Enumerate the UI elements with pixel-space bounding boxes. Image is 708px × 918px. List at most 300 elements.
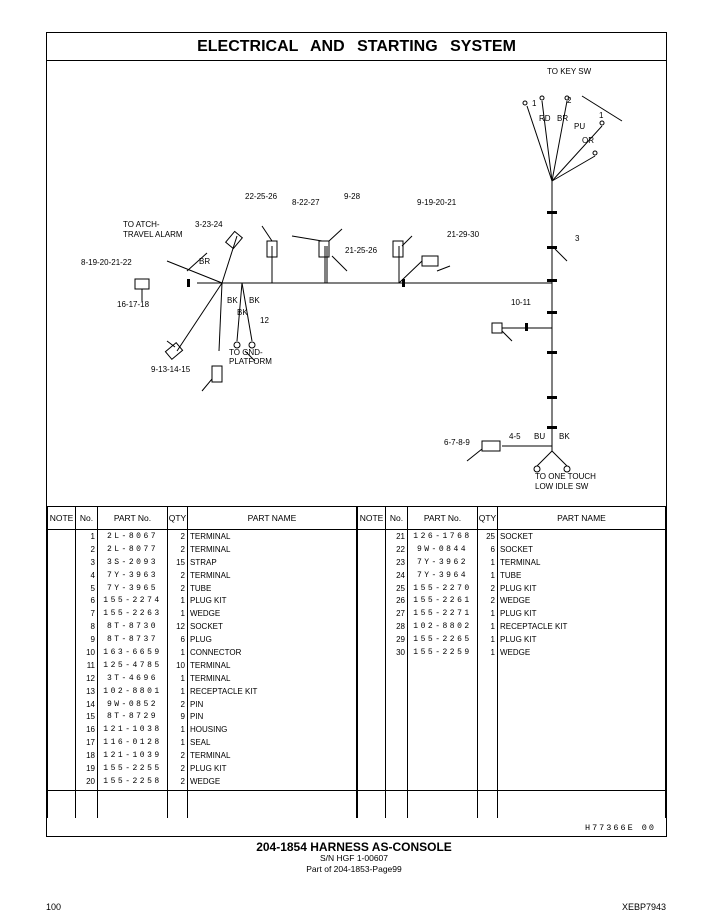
quantity [478,762,498,775]
part-number: 9W-0852 [98,698,168,711]
publication-code: XEBP7943 [621,902,666,912]
item-number [386,762,408,775]
part-name: CONNECTOR [188,646,357,659]
part-number: 155-2274 [98,594,168,607]
quantity [478,736,498,749]
part-name [498,672,666,685]
part-number: 155-2271 [408,607,478,620]
part-name: PIN [188,710,357,723]
label-22-25-26: 22-25-26 [245,192,278,201]
note-cell [358,736,386,749]
label-12: 12 [260,316,269,325]
part-number: 102-8801 [98,685,168,698]
table-row [48,594,357,607]
quantity: 2 [168,582,188,595]
item-number [386,710,408,723]
item-number: 12 [76,672,98,685]
page-title: ELECTRICAL AND STARTING SYSTEM [47,33,666,61]
item-number: 20 [76,775,98,788]
empty-cell [498,788,666,818]
note-cell [358,710,386,723]
table-row [48,672,357,685]
item-number: 8 [76,620,98,633]
table-row [48,646,357,659]
label-low-idle-sw: LOW IDLE SW [535,482,589,491]
note-cell [358,543,386,556]
label-or: OR [582,136,594,145]
part-name: RECEPTACLE KIT [498,620,666,633]
part-number: 155-2263 [98,607,168,620]
part-name: HOUSING [188,723,357,736]
label-travel-alarm: TRAVEL ALARM [123,230,183,239]
item-number: 15 [76,710,98,723]
quantity: 2 [478,594,498,607]
part-number [408,775,478,788]
part-number [408,736,478,749]
quantity: 1 [168,607,188,620]
table-row [358,775,666,788]
item-number: 5 [76,582,98,595]
part-name: PLUG KIT [188,762,357,775]
item-number: 2 [76,543,98,556]
part-number: 7Y-3962 [408,556,478,569]
part-name [498,775,666,788]
wiring-diagram [47,61,666,536]
header-part-name: PART NAME [498,507,666,530]
part-name: PLUG [188,633,357,646]
quantity: 1 [168,685,188,698]
item-number: 21 [386,530,408,543]
item-number: 29 [386,633,408,646]
note-cell [48,620,76,633]
item-number: 16 [76,723,98,736]
label-8-22-27: 8-22-27 [292,198,320,207]
part-name: SOCKET [498,543,666,556]
label-to-atch: TO ATCH- [123,220,160,229]
item-number [386,749,408,762]
note-cell [358,569,386,582]
note-cell [48,659,76,672]
part-number [408,698,478,711]
label-bk-1: BK [227,296,238,305]
table-row [48,749,357,762]
part-number: 121-1038 [98,723,168,736]
table-row [48,582,357,595]
part-name: PIN [188,698,357,711]
table-row [358,659,666,672]
table-row [358,685,666,698]
note-cell [358,607,386,620]
table-row [358,633,666,646]
quantity: 1 [478,620,498,633]
item-number: 11 [76,659,98,672]
quantity [478,749,498,762]
table-row [358,530,666,543]
part-number: 116-0128 [98,736,168,749]
table-row [48,556,357,569]
label-key-2: 2 [567,96,572,105]
item-number: 24 [386,569,408,582]
label-rd: RD [539,114,551,123]
table-row [48,633,357,646]
quantity: 15 [168,556,188,569]
note-cell [358,723,386,736]
quantity: 2 [168,543,188,556]
note-cell [48,633,76,646]
note-cell [358,633,386,646]
quantity: 1 [478,607,498,620]
table-row [358,723,666,736]
quantity: 9 [168,710,188,723]
part-number [408,723,478,736]
quantity: 2 [168,775,188,788]
item-number: 14 [76,698,98,711]
item-number: 9 [76,633,98,646]
part-number [408,710,478,723]
note-cell [48,543,76,556]
note-cell [48,710,76,723]
note-cell [48,607,76,620]
note-cell [48,556,76,569]
table-row [358,749,666,762]
table-row [48,659,357,672]
note-cell [48,685,76,698]
part-name: TUBE [188,582,357,595]
part-name [498,659,666,672]
item-number [386,698,408,711]
header-no: No. [386,507,408,530]
label-to-gnd: TO GND- [229,348,263,357]
note-cell [358,749,386,762]
item-number: 17 [76,736,98,749]
item-number: 25 [386,582,408,595]
table-row [48,569,357,582]
part-name [498,762,666,775]
part-number: 155-2265 [408,633,478,646]
part-number: 7Y-3965 [98,582,168,595]
part-number: 155-2259 [408,646,478,659]
empty-cell [478,788,498,818]
part-number: 9W-0844 [408,543,478,556]
empty-cell [386,788,408,818]
quantity: 25 [478,530,498,543]
quantity [478,672,498,685]
parts-table-left [47,506,357,818]
label-21-29-30: 21-29-30 [447,230,480,239]
table-row [48,530,357,543]
item-number: 1 [76,530,98,543]
empty-cell [98,788,168,818]
assembly-title: 204-1854 HARNESS AS-CONSOLE [256,840,452,854]
header-note: NOTE [48,507,76,530]
part-name: SOCKET [188,620,357,633]
note-cell [358,775,386,788]
quantity: 1 [168,672,188,685]
drawing-reference: H77366E 00 [584,823,656,833]
note-cell [358,646,386,659]
part-number: 8T-8729 [98,710,168,723]
part-number: 102-8802 [408,620,478,633]
quantity: 2 [168,530,188,543]
part-number: 8T-8730 [98,620,168,633]
table-row [358,698,666,711]
quantity [478,698,498,711]
note-cell [48,594,76,607]
quantity: 2 [168,698,188,711]
note-cell [48,646,76,659]
empty-cell [48,788,76,818]
part-name: WEDGE [188,775,357,788]
note-cell [48,749,76,762]
serial-range: S/N HGF 1-00607 [319,853,389,863]
part-number: 2L-8077 [98,543,168,556]
table-row [48,685,357,698]
item-number: 6 [76,594,98,607]
part-number: 155-2261 [408,594,478,607]
quantity: 1 [478,556,498,569]
quantity: 1 [168,594,188,607]
quantity: 2 [168,749,188,762]
label-4-5: 4-5 [509,432,521,441]
quantity [478,775,498,788]
quantity: 2 [168,762,188,775]
part-name: TUBE [498,569,666,582]
note-cell [48,736,76,749]
part-number: 3S-2093 [98,556,168,569]
part-name: TERMINAL [188,569,357,582]
quantity: 10 [168,659,188,672]
table-row [48,607,357,620]
part-name [498,749,666,762]
part-name [498,710,666,723]
label-pu: PU [574,122,586,131]
part-number: 155-2270 [408,582,478,595]
quantity: 2 [168,569,188,582]
table-row [358,594,666,607]
part-name: TERMINAL [188,659,357,672]
table-row [48,710,357,723]
part-number: 8T-8737 [98,633,168,646]
part-name: SEAL [188,736,357,749]
label-to-key-sw: TO KEY SW [547,67,592,76]
part-number: 125-4785 [98,659,168,672]
table-row [48,762,357,775]
table-row [48,620,357,633]
label-to-one-touch: TO ONE TOUCH [535,472,596,481]
quantity: 12 [168,620,188,633]
table-row [358,646,666,659]
item-number: 19 [76,762,98,775]
part-name: PLUG KIT [498,582,666,595]
label-6-7-8-9: 6-7-8-9 [444,438,470,447]
item-number: 22 [386,543,408,556]
item-number: 30 [386,646,408,659]
quantity: 2 [478,582,498,595]
label-br-mid: BR [199,257,211,266]
item-number: 26 [386,594,408,607]
table-row [358,620,666,633]
table-row [358,569,666,582]
part-name [498,723,666,736]
table-row [358,582,666,595]
label-bk-2: BK [249,296,260,305]
note-cell [48,672,76,685]
table-row [358,556,666,569]
quantity: 1 [478,633,498,646]
note-cell [358,672,386,685]
note-cell [358,594,386,607]
header-qty: QTY [478,507,498,530]
part-name [498,698,666,711]
part-number: 7Y-3963 [98,569,168,582]
label-key-1: 1 [532,99,537,108]
part-name: STRAP [188,556,357,569]
part-name: WEDGE [498,646,666,659]
note-cell [358,582,386,595]
label-key-1b: 1 [599,111,604,120]
header-part-no: PART No. [408,507,478,530]
table-row [358,543,666,556]
note-cell [358,530,386,543]
part-name: PLUG KIT [188,594,357,607]
header-part-name: PART NAME [188,507,357,530]
note-cell [358,762,386,775]
quantity [478,723,498,736]
item-number: 18 [76,749,98,762]
label-bu: BU [534,432,546,441]
part-number: 126-1768 [408,530,478,543]
empty-cell [76,788,98,818]
table-filler-row [48,788,357,818]
part-number [408,672,478,685]
part-name: TERMINAL [188,530,357,543]
part-name: WEDGE [188,607,357,620]
label-3-23-24: 3-23-24 [195,220,223,229]
quantity: 1 [168,723,188,736]
part-number: 7Y-3964 [408,569,478,582]
note-cell [358,685,386,698]
label-21-25-26: 21-25-26 [345,246,378,255]
item-number: 23 [386,556,408,569]
item-number [386,736,408,749]
table-row [358,710,666,723]
table-bottom-rule [47,790,666,791]
label-platform: PLATFORM [229,357,272,366]
parent-assembly-ref: Part of 204-1853-Page99 [306,864,402,874]
header-part-no: PART No. [98,507,168,530]
item-number: 4 [76,569,98,582]
note-cell [48,582,76,595]
note-cell [358,556,386,569]
label-3: 3 [575,234,580,243]
quantity [478,710,498,723]
note-cell [358,659,386,672]
part-name [498,685,666,698]
item-number: 7 [76,607,98,620]
label-br-top: BR [557,114,569,123]
table-row [48,775,357,788]
item-number [386,685,408,698]
part-name: TERMINAL [498,556,666,569]
label-9-13-14-15: 9-13-14-15 [151,365,191,374]
table-row [48,543,357,556]
table-filler-row [358,788,666,818]
part-number: 155-2258 [98,775,168,788]
table-row [48,723,357,736]
part-name [498,736,666,749]
label-9-19-20-21: 9-19-20-21 [417,198,457,207]
table-row [358,762,666,775]
quantity: 6 [168,633,188,646]
part-number [408,762,478,775]
quantity: 6 [478,543,498,556]
item-number [386,775,408,788]
parts-page-frame [46,32,667,837]
quantity: 1 [478,569,498,582]
item-number [386,672,408,685]
empty-cell [358,788,386,818]
empty-cell [188,788,357,818]
part-name: TERMINAL [188,672,357,685]
quantity: 1 [478,646,498,659]
parts-table-right [357,506,666,818]
table-row [358,736,666,749]
label-9-28: 9-28 [344,192,361,201]
note-cell [48,530,76,543]
label-10-11: 10-11 [511,298,531,307]
part-number: 121-1039 [98,749,168,762]
part-name: SOCKET [498,530,666,543]
quantity: 1 [168,736,188,749]
page-number: 100 [46,902,62,912]
item-number [386,659,408,672]
part-number: 155-2255 [98,762,168,775]
table-row [48,736,357,749]
item-number: 27 [386,607,408,620]
quantity [478,659,498,672]
empty-cell [168,788,188,818]
header-qty: QTY [168,507,188,530]
table-row [48,698,357,711]
label-16-17-18: 16-17-18 [117,300,150,309]
part-number [408,685,478,698]
part-name: WEDGE [498,594,666,607]
table-row [358,672,666,685]
label-8-19-20-21-22: 8-19-20-21-22 [81,258,132,267]
note-cell [358,620,386,633]
quantity [478,685,498,698]
note-cell [48,723,76,736]
quantity: 1 [168,646,188,659]
part-name: TERMINAL [188,749,357,762]
part-name: RECEPTACLE KIT [188,685,357,698]
item-number: 10 [76,646,98,659]
part-name: TERMINAL [188,543,357,556]
item-number [386,723,408,736]
table-row [358,607,666,620]
part-number [408,749,478,762]
part-name: PLUG KIT [498,607,666,620]
note-cell [48,698,76,711]
label-bk-3: BK [237,308,248,317]
note-cell [48,569,76,582]
item-number: 13 [76,685,98,698]
header-no: No. [76,507,98,530]
item-number: 3 [76,556,98,569]
note-cell [358,698,386,711]
note-cell [48,762,76,775]
note-cell [48,775,76,788]
